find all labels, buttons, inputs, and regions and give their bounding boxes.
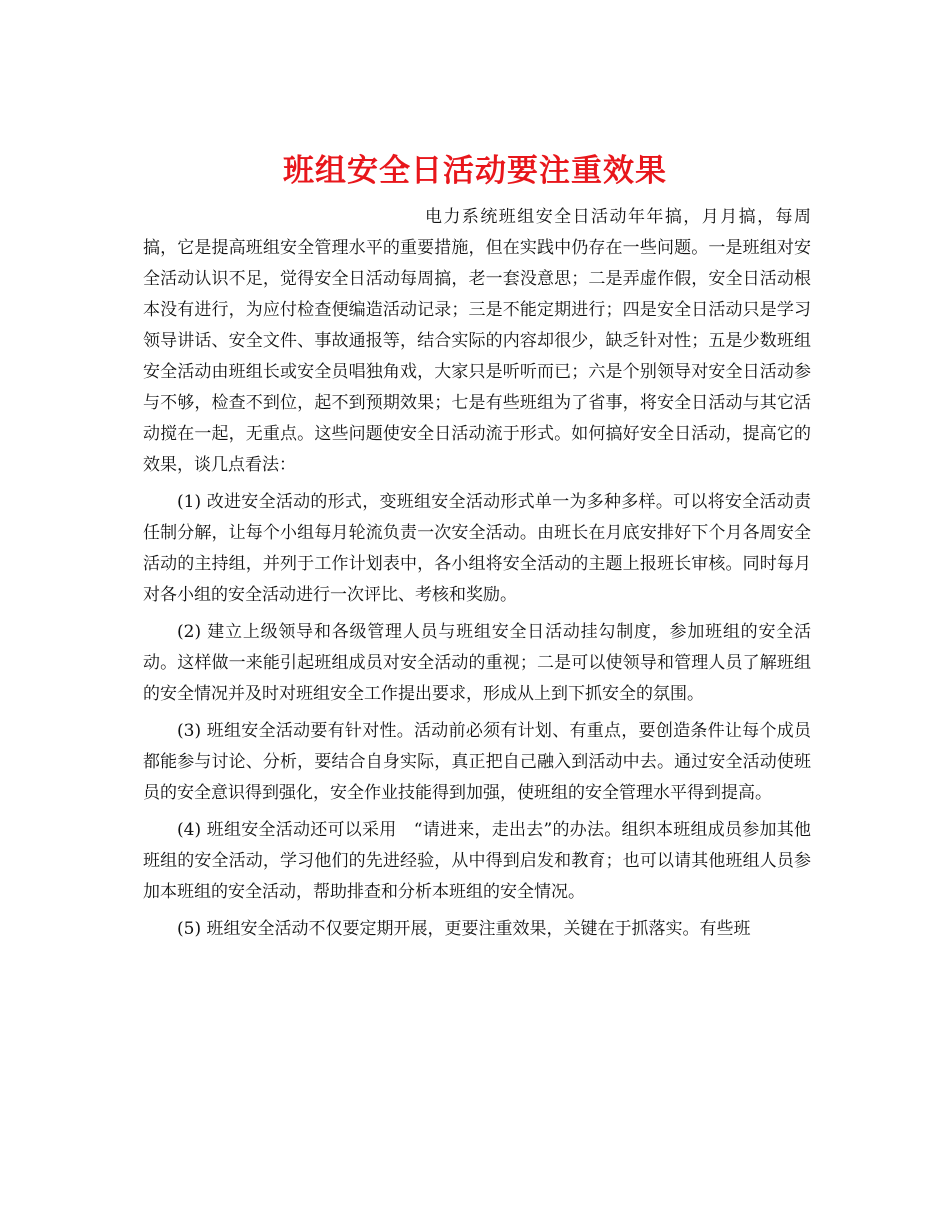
paragraph-point-4: (4) 班组安全活动还可以采用 “请进来，走出去”的办法。组织本班组成员参加其他班组的安全活动，学习他们的先进经验，从中得到启发和教育；也可以请其他班组人员参加本班组的安全活动，帮助排查和分析本班组的安全情况。 [143, 820, 811, 902]
page-title: 班组安全日活动要注重效果 [283, 152, 667, 189]
document-body [143, 202, 811, 945]
paragraph-point-2: (2) 建立上级领导和各级管理人员与班组安全日活动挂勾制度，参加班组的安全活动。这样做一来能引起班组成员对安全活动的重视；二是可以使领导和管理人员了解班组的安全情况并及时对班组安全工作提出要求，形成从上到下抓安全的氛围。 [143, 622, 811, 704]
paragraph-point-3: (3) 班组安全活动要有针对性。活动前必须有计划、有重点，要创造条件让每个成员都能参与讨论、分析，要结合自身实际，真正把自己融入到活动中去。通过安全活动使班员的安全意识得到强化，安全作业技能得到加强，使班组的安全管理水平得到提高。 [143, 721, 811, 803]
paragraph-point-5: (5) 班组安全活动不仅要定期开展，更要注重效果，关键在于抓落实。有些班 [177, 919, 751, 939]
paragraph-point-1: (1) 改进安全活动的形式，变班组安全活动形式单一为多种多样。可以将安全活动责任制分解，让每个小组每月轮流负责一次安全活动。由班长在月底安排好下个月各周安全活动的主持组，并列于工作计划表中，各小组将安全活动的主题上报班长审核。同时每月对各小组的安全活动进行一次评比、考核和奖励。 [143, 492, 811, 605]
paragraph-intro: 电力系统班组安全日活动年年搞，月月搞，每周搞，它是提高班组安全管理水平的重要措施，但在实践中仍存在一些问题。一是班组对安全活动认识不足，觉得安全日活动每周搞，老一套没意思；二是弄虚作假，安全日活动根本没有进行，为应付检查便编造活动记录；三是不能定期进行；四是安全日活动只是学习领导讲话、安全文件、事故通报等，结合实际的内容却很少，缺乏针对性；五是少数班组安全活动由班组长或安全员唱独角戏，大家只是听听而已；六是个别领导对安全日活动参与不够，检查不到位，起不到预期效果；七是有些班组为了省事，将安全日活动与其它活动搅在一起，无重点。这些问题使安全日活动流于形式。如何搞好安全日活动，提高它的效果，谈几点看法： [143, 207, 811, 475]
